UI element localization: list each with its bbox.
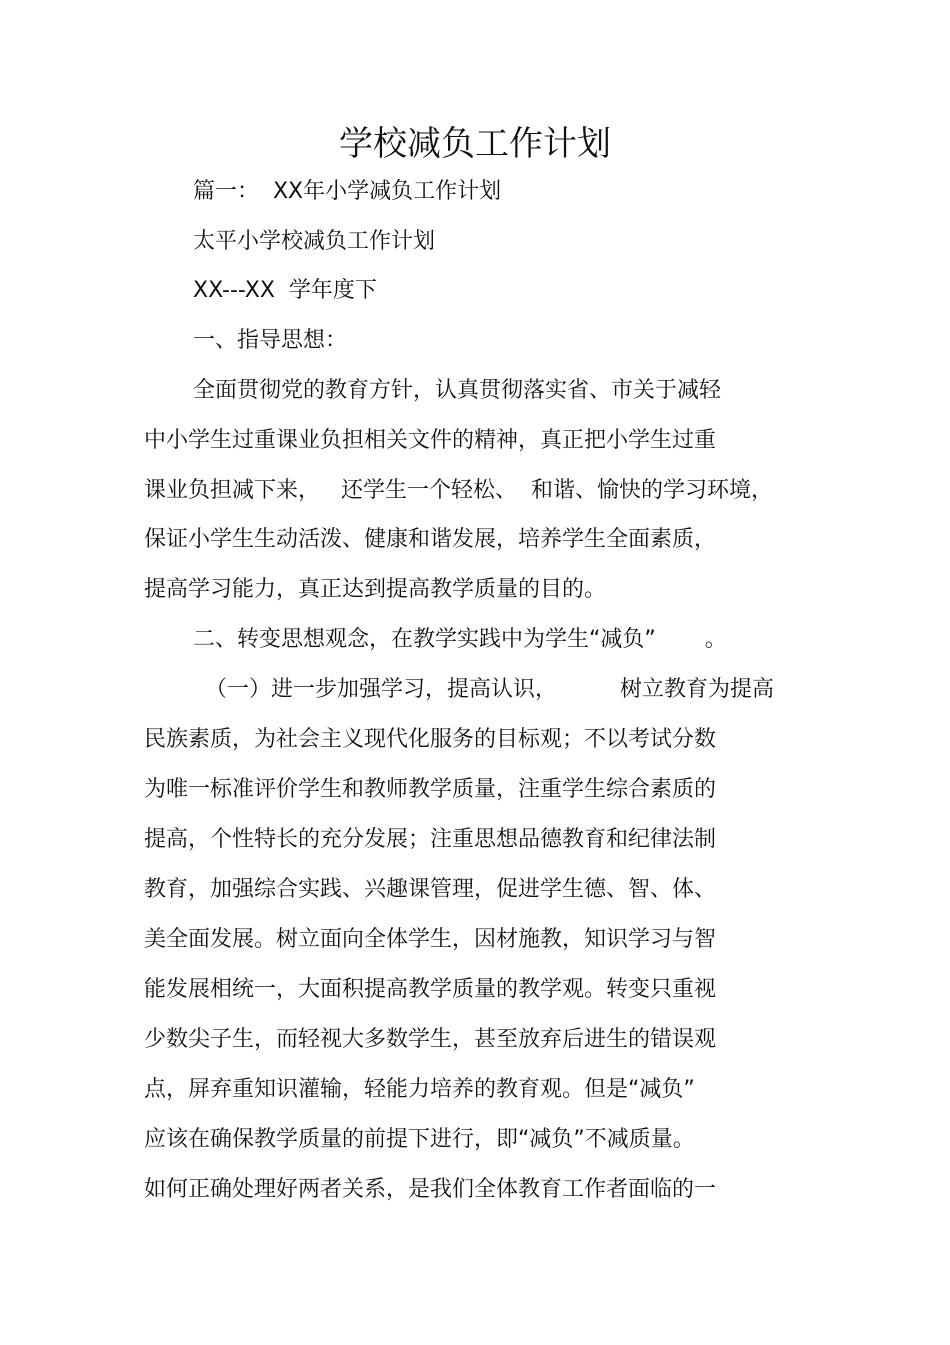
paragraph-line: 中小学生过重课业负担相关文件的精神，真正把小学生过重 [144,428,717,453]
paragraph-line: 教育，加强综合实践、兴趣课管理，促进学生德、智、体、 [144,877,717,902]
paragraph-line: 如何正确处理好两者关系，是我们全体教育工作者面临的一 [144,1177,717,1202]
school-plan-title: 太平小学校减负工作计划 [193,229,436,254]
paragraph-line: 提高学习能力，真正达到提高教学质量的目的。 [144,577,607,602]
paragraph-line: 保证小学生生动活泼、健康和谐发展，培养学生全面素质， [144,527,717,552]
guiding-ideas-heading: 一、指导思想： [193,328,348,353]
document-title: 学校减负工作计划 [339,124,611,164]
school-year-line: XX---XX 学年度下 [193,278,377,303]
section-heading: 篇一： XX年小学减负工作计划 [193,179,502,204]
paragraph-line: 提高，个性特长的充分发展；注重思想品德教育和纪律法制 [144,827,717,852]
paragraph-line: 应该在确保教学质量的前提下进行，即“减负”不减质量。 [144,1127,695,1152]
paragraph-line: 能发展相统一，大面积提高教学质量的教学观。转变只重视 [144,977,717,1002]
paragraph-line: 美全面发展。树立面向全体学生，因材施教，知识学习与智 [144,927,717,952]
paragraph-line: 少数尖子生，而轻视大多数学生，甚至放弃后进生的错误观 [144,1027,717,1052]
paragraph-line: 课业负担减下来， 还学生一个轻松、 和谐、愉快的学习环境， [144,478,773,503]
paragraph-line: 点，屏弃重知识灌输，轻能力培养的教育观。但是“减负” [144,1077,695,1102]
paragraph-line: 全面贯彻党的教育方针，认真贯彻落实省、市关于减轻 [193,378,722,403]
section-two-heading: 二、转变思想观念，在教学实践中为学生“减负” 。 [193,627,727,652]
paragraph-line: 民族素质，为社会主义现代化服务的目标观；不以考试分数 [144,727,717,752]
paragraph-line: 为唯一标准评价学生和教师教学质量，注重学生综合素质的 [144,777,717,802]
subsection-one-line: （一）进一步加强学习，提高认识， 树立教育为提高 [205,677,774,702]
